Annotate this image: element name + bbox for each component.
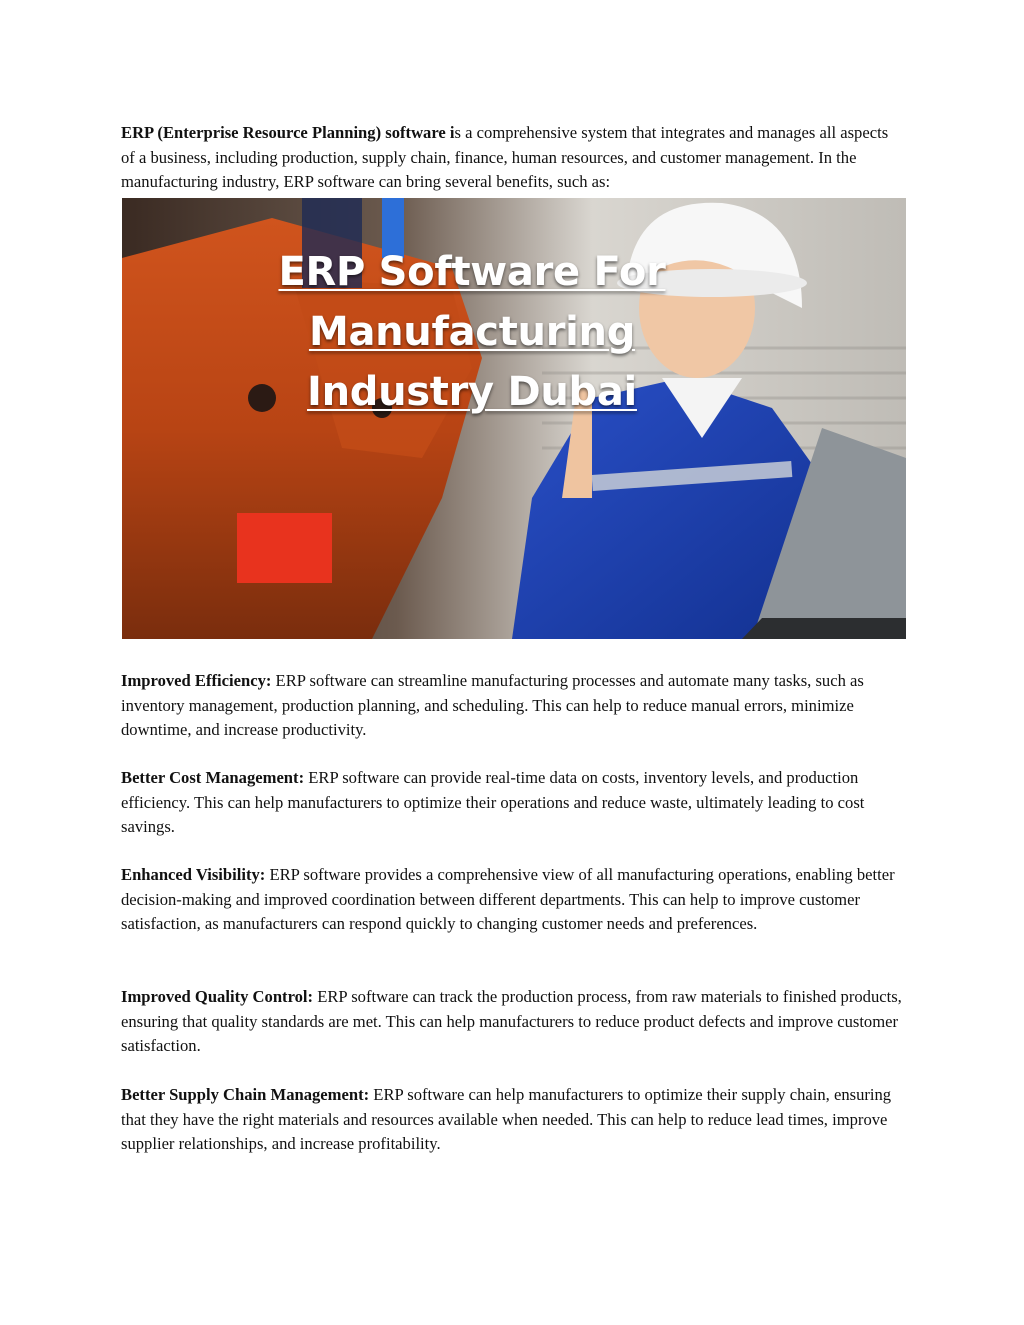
benefit-paragraph-supply-chain	[121, 1083, 906, 1157]
benefit-text: ERP software can streamline manufacturing processes and automate many tasks, such as inventory management, production planning, and scheduling. This can help to reduce manual errors, minimize downtime, and increase productivity.	[121, 671, 864, 739]
benefit-paragraph-efficiency	[121, 669, 906, 743]
benefit-heading: Better Cost Management:	[121, 768, 305, 787]
benefit-text: ERP software can help manufacturers to optimize their supply chain, ensuring that they have the right materials and resources available when needed. This can help to reduce lead times, improve supplier relationships, and increase profitability.	[121, 1085, 892, 1153]
benefit-paragraph-quality	[121, 985, 906, 1059]
benefit-heading: Improved Efficiency:	[121, 671, 272, 690]
benefit-heading: Enhanced Visibility:	[121, 865, 266, 884]
hero-title-line-2: Industry Dubai	[307, 369, 637, 415]
intro-text: s a comprehensive system that integrates and manages all aspects of a business, including production, supply chain, finance, human resources, and customer management. In the manufacturing industry, ERP software can bring several benefits, such as:	[121, 123, 889, 191]
hero-title-line-1: ERP Software For Manufacturing	[278, 249, 666, 355]
benefit-heading: Better Supply Chain Management:	[121, 1085, 370, 1104]
benefit-text: ERP software can provide real-time data on costs, inventory levels, and production efficiency. This can help manufacturers to optimize their operations and reduce waste, ultimately leading to cost savings.	[121, 768, 865, 836]
benefit-text: ERP software provides a comprehensive view of all manufacturing operations, enabling better decision-making and improved coordination between different departments. This can help to improve customer satisfaction, as manufacturers can respond quickly to changing customer needs and preferences.	[121, 865, 895, 933]
hero-image	[122, 198, 906, 639]
benefit-text: ERP software can track the production process, from raw materials to finished products, ensuring that quality standards are met. This can help manufacturers to reduce product defects and improve customer satisfaction.	[121, 987, 902, 1055]
benefit-paragraph-visibility	[121, 863, 906, 937]
intro-paragraph	[121, 121, 906, 195]
hero-title	[122, 242, 822, 422]
benefit-heading: Improved Quality Control:	[121, 987, 314, 1006]
intro-bold: ERP (Enterprise Resource Planning) software i	[121, 123, 455, 142]
benefit-paragraph-cost	[121, 766, 906, 840]
